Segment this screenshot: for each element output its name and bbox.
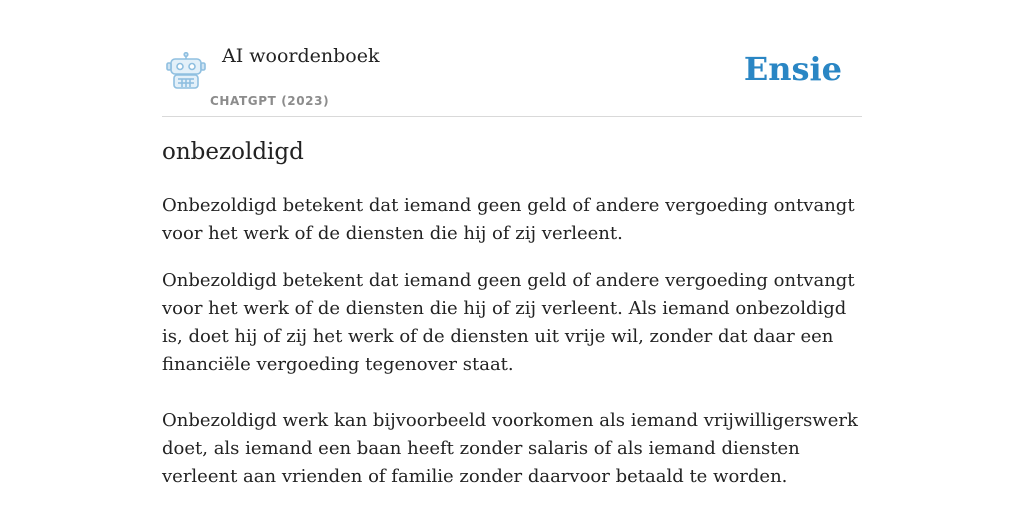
source-label: CHATGPT (2023) [210, 94, 330, 108]
brand-logo[interactable]: Ensie [743, 50, 842, 88]
page-title: onbezoldigd [162, 139, 304, 165]
definition-content [162, 192, 862, 491]
definition-paragraph: Onbezoldigd betekent dat iemand geen geld of andere vergoeding ontvangt voor het werk of de diensten die hij of zij verleent. Als iemand onbezoldigd is, doet hij of zij het werk of de diensten uit vrije wil, zonder dat daar een financiële vergoeding tegenover staat. [162, 270, 855, 375]
definition-summary: Onbezoldigd betekent dat iemand geen geld of andere vergoeding ontvangt voor het werk of de diensten die hij of zij verleent. [162, 195, 855, 244]
robot-icon [165, 52, 207, 90]
header [162, 40, 862, 117]
definition-paragraph: Onbezoldigd werk kan bijvoorbeeld voorkomen als iemand vrijwilligerswerk doet, als iemand een baan heeft zonder salaris of als iemand diensten verleent aan vrienden of familie zonder daarvoor betaald te worden. [162, 410, 858, 487]
site-name[interactable]: AI woordenboek [222, 45, 380, 67]
